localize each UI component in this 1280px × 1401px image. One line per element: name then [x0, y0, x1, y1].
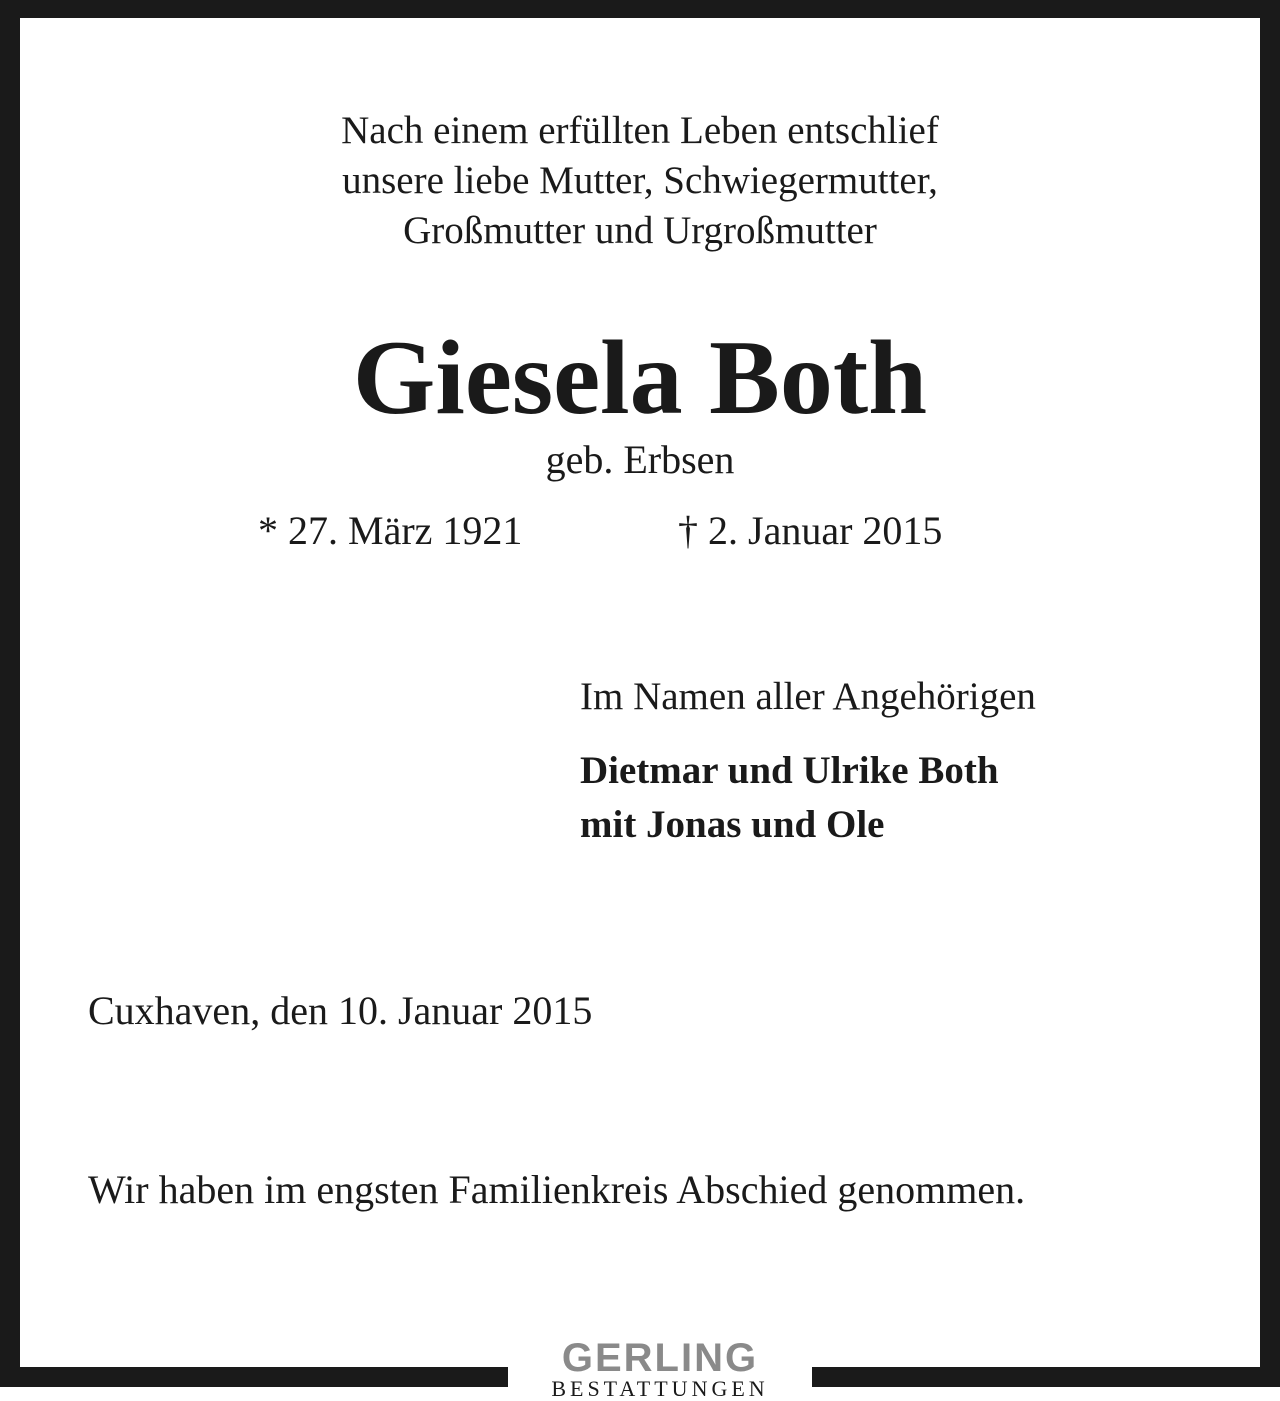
farewell-text: Wir haben im engsten Familienkreis Abschied genommen.	[88, 1167, 1026, 1212]
place-and-date: Cuxhaven, den 10. Januar 2015	[88, 988, 593, 1033]
intro-line: Großmutter und Urgroßmutter	[403, 209, 877, 252]
signoff-text: Im Namen aller Angehörigen	[580, 675, 1036, 718]
frame-border-bottom-right	[812, 1367, 1280, 1387]
mourner-line: mit Jonas und Ole	[580, 803, 885, 846]
mourners-list	[580, 744, 999, 852]
death-date: † 2. Januar 2015	[678, 508, 943, 553]
maiden-name: geb. Erbsen	[545, 437, 735, 482]
intro-line: Nach einem erfüllten Leben entschlief	[341, 109, 939, 152]
funeral-home-name: GERLING	[561, 1336, 759, 1380]
intro-text	[0, 106, 1280, 256]
mourner-line: Dietmar und Ulrike Both	[580, 749, 999, 792]
funeral-home-logo	[508, 1336, 812, 1399]
frame-border-top	[0, 0, 1280, 18]
funeral-home-subtitle: BESTATTUNGEN	[551, 1376, 769, 1401]
birth-date: * 27. März 1921	[258, 508, 523, 553]
intro-line: unsere liebe Mutter, Schwiegermutter,	[342, 159, 938, 202]
deceased-name: Giesela Both	[352, 319, 928, 436]
frame-border-bottom-left	[0, 1367, 508, 1387]
